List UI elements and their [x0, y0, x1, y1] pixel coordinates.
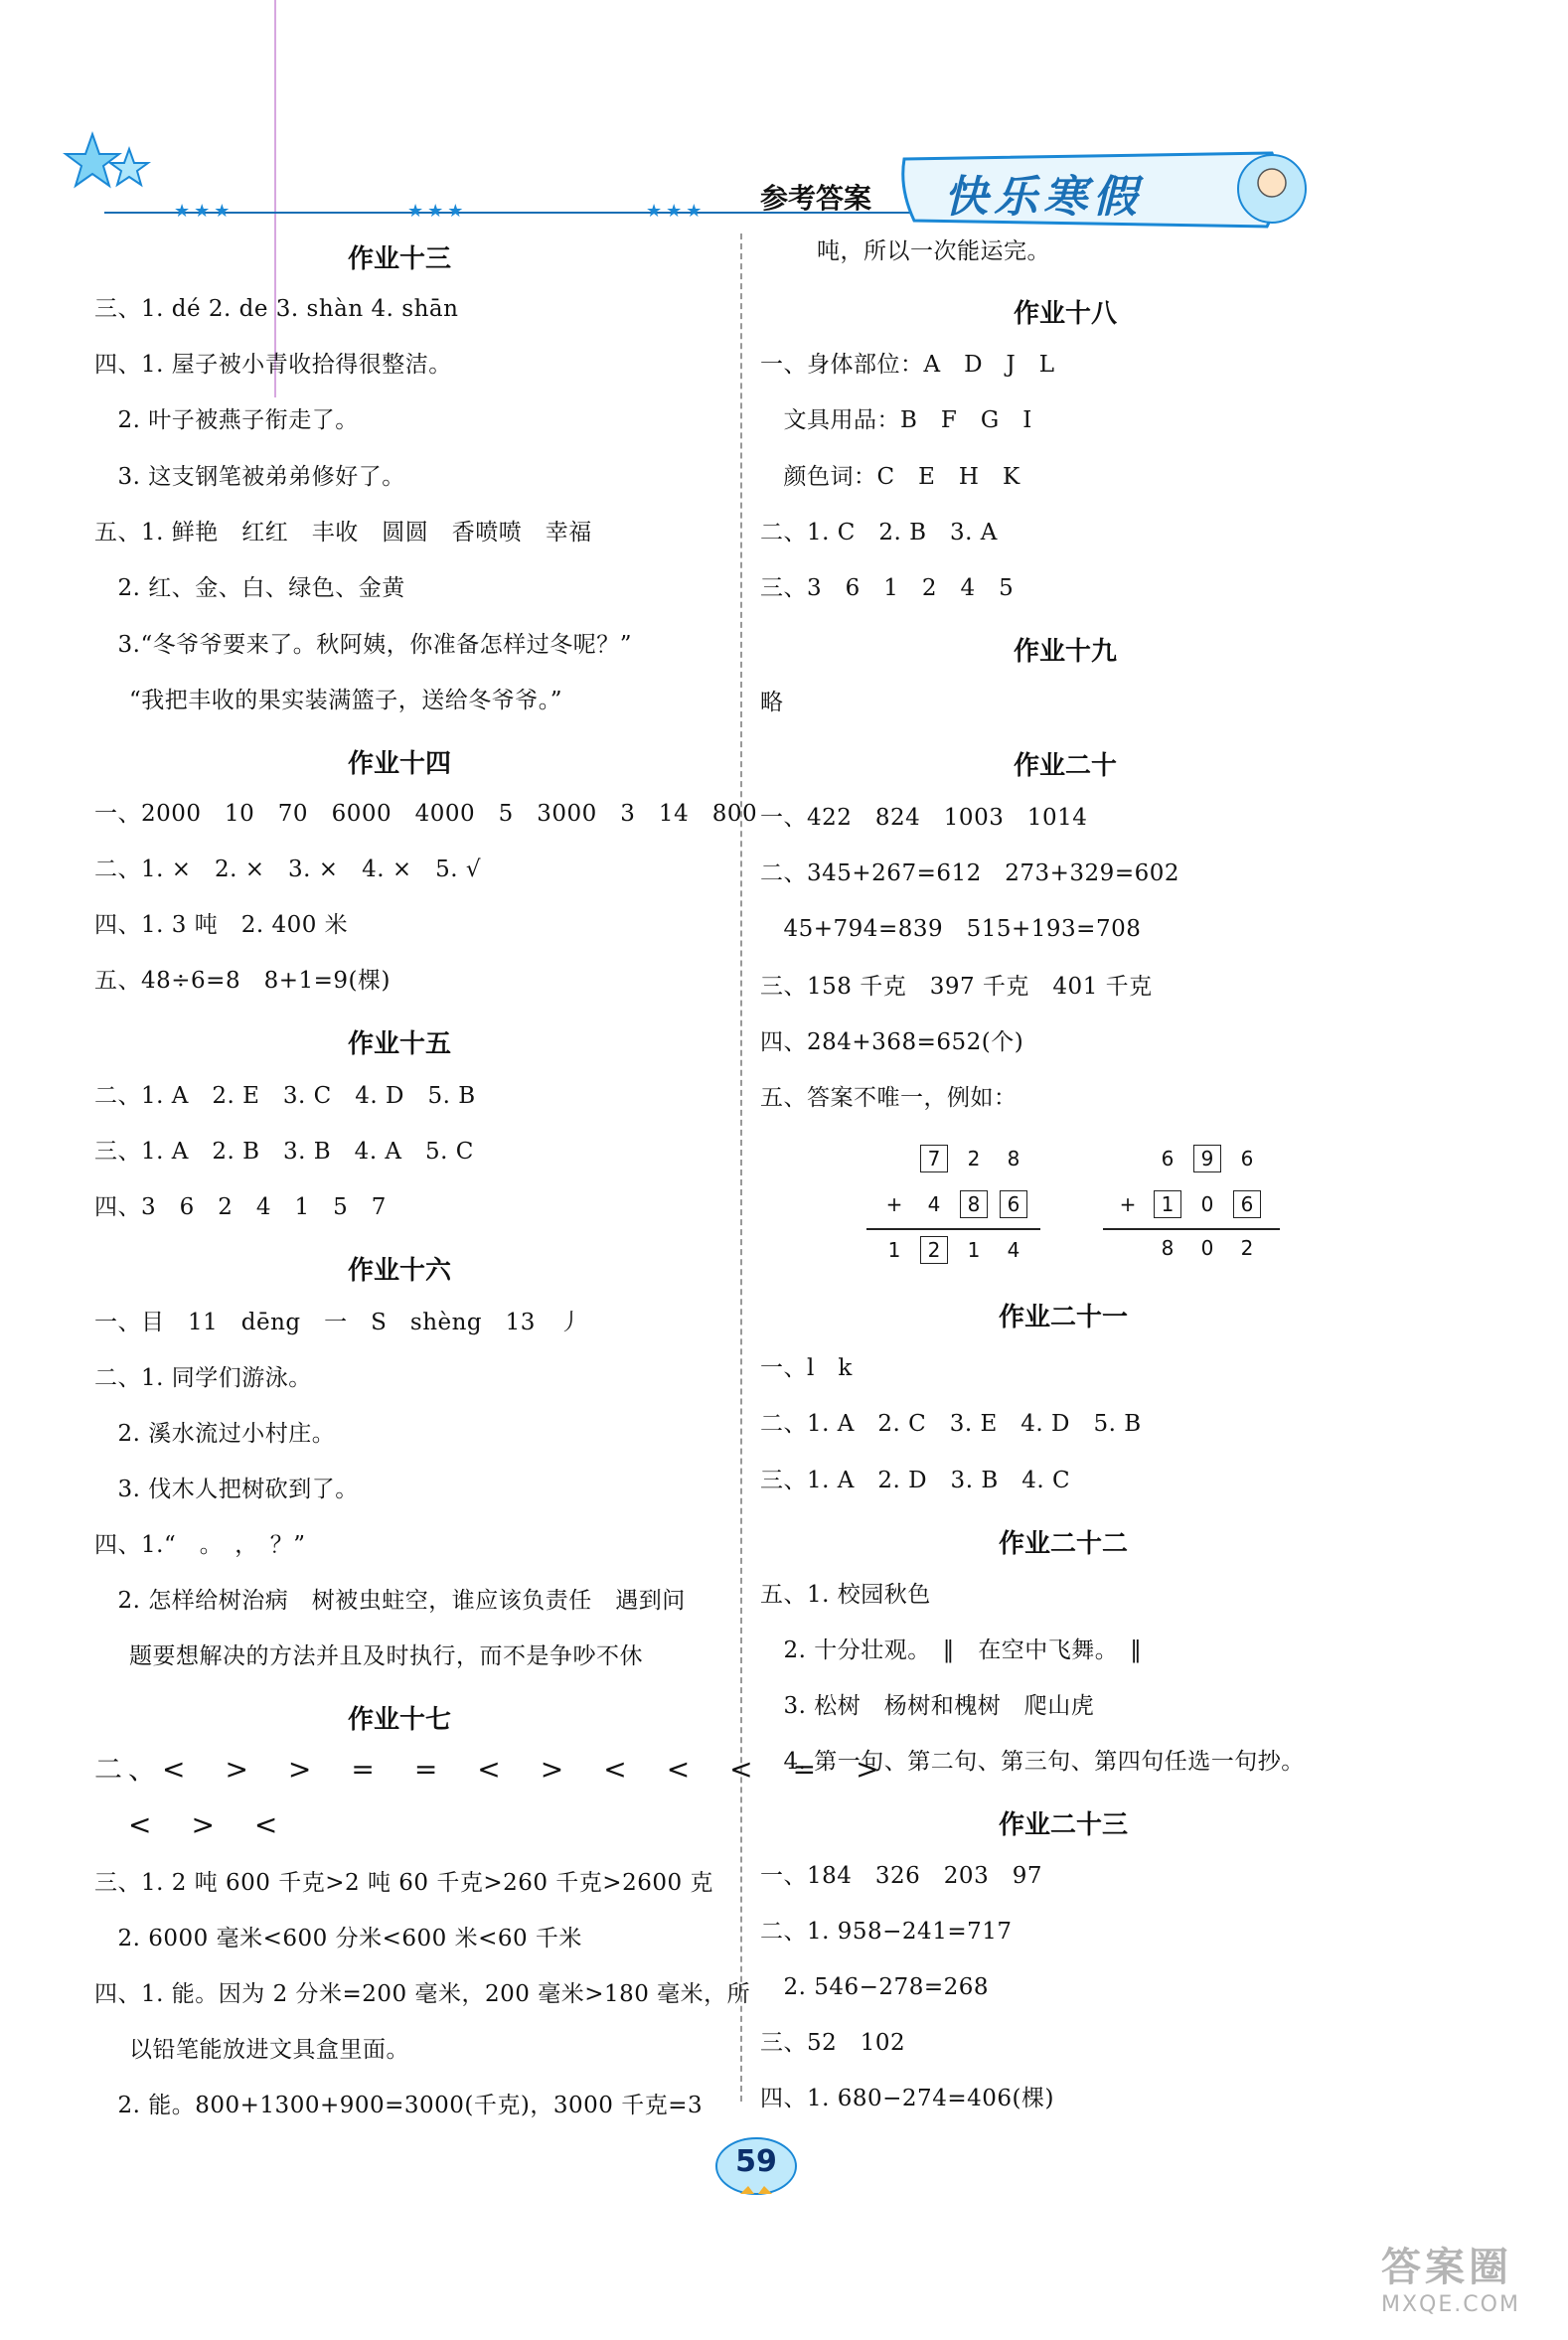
- answer-line: 四、1. 3 吨 2. 400 米: [94, 912, 349, 938]
- answer-line: 三、52 102: [760, 2030, 906, 2056]
- puzzle-digit: 8: [1161, 1236, 1175, 1260]
- answer-line: 五、1. 校园秋色: [760, 1582, 931, 1608]
- answer-line: 三、158 千克 397 千克 401 千克: [760, 974, 1153, 1000]
- answer-line: 2. 546−278=268: [760, 1974, 989, 2000]
- answer-line: 三、3 6 1 2 4 5: [760, 575, 1015, 601]
- section-title: 作业二十: [1014, 751, 1118, 781]
- section-title: 作业十六: [348, 1256, 452, 1286]
- answer-line: 2. 红、金、白、绿色、金黄: [94, 575, 405, 601]
- answer-line: 二、345+267=612 273+329=602: [760, 860, 1179, 886]
- answer-line: 二、1. A 2. C 3. E 4. D 5. B: [760, 1411, 1142, 1437]
- answer-line: 四、1. 680−274=406(棵): [760, 2086, 1054, 2111]
- answer-line: 4. 第一句、第二句、第三句、第四句任选一句抄。: [760, 1749, 1305, 1775]
- puzzle-digit: 0: [1200, 1192, 1214, 1216]
- section-title: 作业二十三: [999, 1810, 1129, 1840]
- puzzle-digit-box: 7: [920, 1145, 948, 1172]
- section-title: 作业十四: [348, 749, 452, 779]
- answer-line: 四、284+368=652(个): [760, 1029, 1024, 1055]
- answer-line: 2. 能。800+1300+900=3000(千克)，3000 千克=3: [94, 2093, 704, 2118]
- section-title: 作业二十一: [999, 1303, 1129, 1332]
- margin-line: [274, 0, 276, 397]
- page-number: 59: [735, 2144, 777, 2179]
- puzzle-digit-box: 6: [1000, 1190, 1027, 1218]
- watermark: [1381, 2236, 1560, 2335]
- answer-line: 一、2000 10 70 6000 4000 5 3000 3 14 800: [94, 801, 758, 827]
- answer-line: 颜色词：C E H K: [760, 464, 1020, 490]
- puzzle-digit-box: 8: [960, 1190, 988, 1218]
- answer-line: 略: [760, 690, 784, 715]
- watermark-cn: 答案圈: [1381, 2245, 1512, 2290]
- answer-line: 三、1. A 2. B 3. B 4. A 5. C: [94, 1139, 474, 1165]
- section-title: 作业二十二: [999, 1529, 1129, 1559]
- puzzle-digit-box: 9: [1193, 1145, 1221, 1172]
- plus-sign: +: [1119, 1192, 1137, 1216]
- puzzle-digit: 1: [887, 1238, 901, 1262]
- puzzle-digit: 4: [1007, 1238, 1020, 1262]
- answer-line: 五、1. 鲜艳 红红 丰收 圆圆 香喷喷 幸福: [94, 520, 592, 546]
- answer-line: 2. 十分壮观。 ‖ 在空中飞舞。 ‖: [760, 1638, 1143, 1663]
- answer-line: 3. 这支钢笔被弟弟修好了。: [94, 464, 405, 490]
- answer-line: 2. 怎样给树治病 树被虫蛀空，谁应该负责任 遇到问: [94, 1588, 686, 1614]
- answer-line: 吨，所以一次能运完。: [817, 238, 1050, 264]
- section-title: 作业十五: [348, 1029, 452, 1059]
- puzzle-digit: 2: [1240, 1236, 1254, 1260]
- answer-line: 四、3 6 2 4 1 5 7: [94, 1194, 387, 1220]
- answer-line: 45+794=839 515+193=708: [760, 916, 1142, 942]
- header-stars-left: ★★★: [174, 201, 235, 222]
- puzzle-digit-box: 2: [920, 1236, 948, 1264]
- section-title: 作业十三: [348, 244, 452, 274]
- answer-line: 三、1. 2 吨 600 千克>2 吨 60 千克>260 千克>2600 克: [94, 1870, 713, 1896]
- section-title: 作业十九: [1014, 637, 1118, 667]
- header-title: 参考答案: [760, 182, 872, 215]
- answer-line: 2. 叶子被燕子衔走了。: [94, 407, 359, 433]
- puzzle-digit: 2: [967, 1147, 981, 1170]
- answer-line: 一、目 11 dēng 一 S shèng 13 丿: [94, 1310, 582, 1335]
- answer-line: 一、l k: [760, 1355, 853, 1381]
- answer-line: 一、422 824 1003 1014: [760, 805, 1088, 831]
- answer-line: 3. 松树 杨树和槐树 爬山虎: [760, 1693, 1095, 1719]
- header-stars-right: ★★★: [646, 201, 706, 222]
- puzzle-digit: 6: [1161, 1147, 1175, 1170]
- answer-line: 二、< > > = = < > < < < = >: [94, 1753, 885, 1786]
- answer-line: 二、1. A 2. E 3. C 4. D 5. B: [94, 1083, 476, 1109]
- answer-line: “我把丰收的果实装满篮子，送给冬爷爷。”: [129, 688, 563, 713]
- answer-line: 五、答案不唯一，例如：: [760, 1085, 1018, 1111]
- answer-line: < > <: [94, 1808, 284, 1841]
- puzzle-digit-box: 6: [1233, 1190, 1261, 1218]
- watermark-url: MXQE.COM: [1381, 2292, 1520, 2317]
- puzzle-digit: 8: [1007, 1147, 1020, 1170]
- answer-line: 一、身体部位：A D J L: [760, 352, 1055, 378]
- answer-line: 三、1. dé 2. de 3. shàn 4. shān: [94, 296, 459, 322]
- sum-line: [1103, 1228, 1280, 1230]
- answer-line: 3.“冬爷爷要来了。秋阿姨，你准备怎样过冬呢？”: [94, 632, 632, 658]
- section-title: 作业十七: [348, 1705, 452, 1735]
- column-divider: [740, 234, 742, 2102]
- puzzle-digit: 4: [927, 1192, 941, 1216]
- answer-line: 以铅笔能放进文具盒里面。: [129, 2037, 409, 2063]
- answer-line: 2. 6000 毫米<600 分米<600 米<60 千米: [94, 1926, 582, 1951]
- banner-text: 快乐寒假: [944, 172, 1143, 223]
- answer-line: 二、1. 同学们游泳。: [94, 1365, 312, 1391]
- answer-line: 二、1. × 2. × 3. × 4. × 5. √: [94, 857, 482, 882]
- puzzle-digit: 6: [1240, 1147, 1254, 1170]
- plus-sign: +: [885, 1192, 903, 1216]
- answer-line: 文具用品：B F G I: [760, 407, 1032, 433]
- answer-line: 一、184 326 203 97: [760, 1863, 1042, 1889]
- answer-line: 3. 伐木人把树砍到了。: [94, 1477, 359, 1502]
- answer-line: 二、1. 958−241=717: [760, 1919, 1013, 1945]
- section-title: 作业十八: [1014, 299, 1118, 329]
- header-stars-mid: ★★★: [407, 201, 468, 222]
- answer-line: 五、48÷6=8 8+1=9(棵): [94, 968, 391, 994]
- answer-line: 四、1. 屋子被小青收拾得很整洁。: [94, 352, 452, 378]
- sum-line: [866, 1228, 1040, 1230]
- puzzle-digit: 1: [967, 1238, 981, 1262]
- answer-line: 2. 溪水流过小村庄。: [94, 1421, 336, 1447]
- answer-line: 题要想解决的方法并且及时执行，而不是争吵不休: [129, 1643, 643, 1669]
- answer-line: 三、1. A 2. D 3. B 4. C: [760, 1468, 1071, 1493]
- answer-line: 二、1. C 2. B 3. A: [760, 520, 998, 546]
- answer-line: 四、1. 能。因为 2 分米=200 毫米，200 毫米>180 毫米，所: [94, 1981, 751, 2007]
- stars-logo: [58, 129, 157, 219]
- puzzle-digit: 0: [1200, 1236, 1214, 1260]
- puzzle-digit-box: 1: [1154, 1190, 1181, 1218]
- answer-line: 四、1.“ 。 ， ？”: [94, 1532, 306, 1558]
